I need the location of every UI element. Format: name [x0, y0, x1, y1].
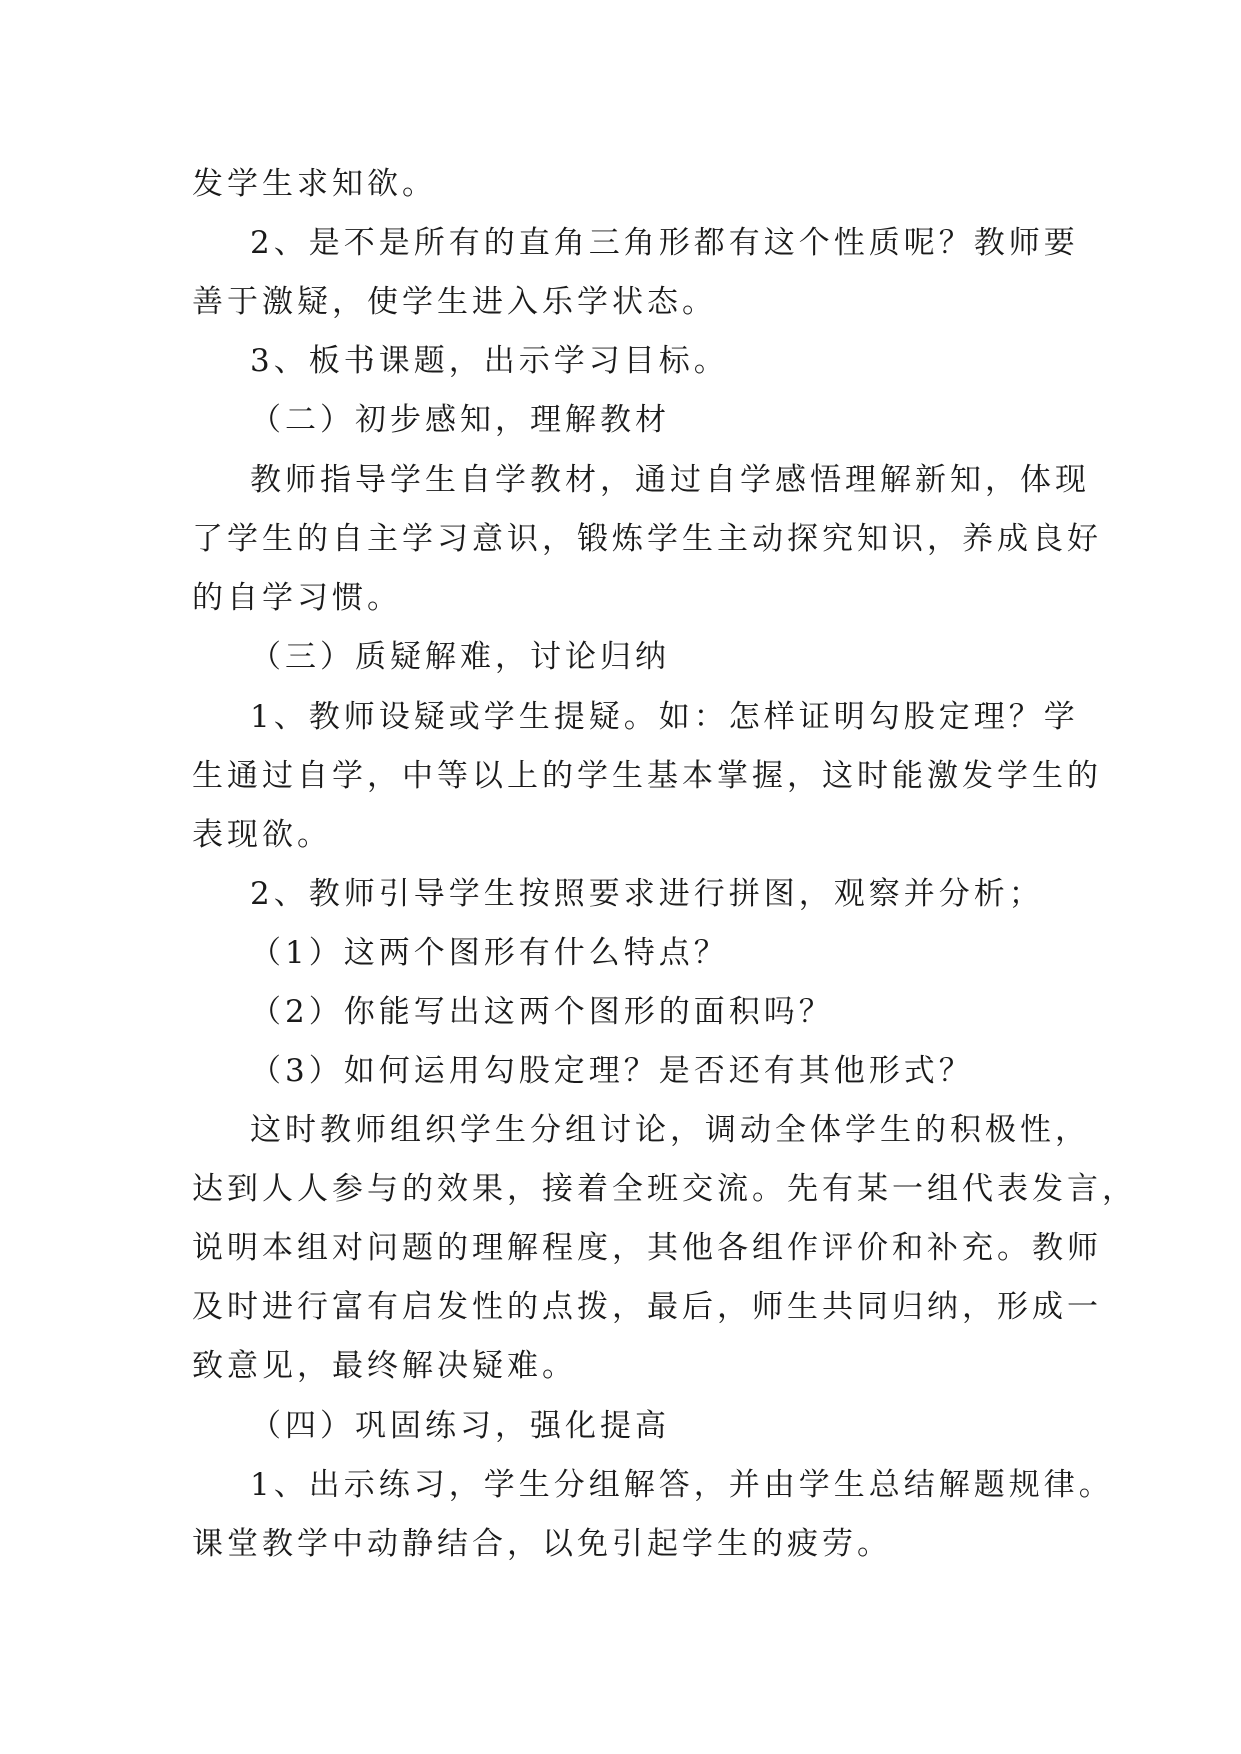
- text-line: 及时进行富有启发性的点拨，最后，师生共同归纳，形成一: [192, 1289, 1102, 1325]
- text-line: 教师指导学生自学教材，通过自学感悟理解新知，体现: [250, 462, 1090, 498]
- text-line: 达到人人参与的效果，接着全班交流。先有某一组代表发言，: [192, 1171, 1137, 1207]
- list-item: （2）你能写出这两个图形的面积吗？: [250, 994, 834, 1030]
- section-heading: （四）巩固练习，强化提高: [250, 1408, 670, 1444]
- text-line: 的自学习惯。: [192, 580, 402, 616]
- text-line: 善于激疑，使学生进入乐学状态。: [192, 284, 717, 320]
- text-line: 1、教师设疑或学生提疑。如：怎样证明勾股定理？学: [250, 699, 1079, 735]
- text-line: 了学生的自主学习意识，锻炼学生主动探究知识，养成良好: [192, 521, 1102, 557]
- text-line: 2、是不是所有的直角三角形都有这个性质呢？教师要: [250, 225, 1079, 261]
- text-line: 这时教师组织学生分组讨论，调动全体学生的积极性，: [250, 1112, 1090, 1148]
- text-line: 表现欲。: [192, 817, 332, 853]
- list-item: （3）如何运用勾股定理？是否还有其他形式？: [250, 1053, 974, 1089]
- list-item: （1）这两个图形有什么特点？: [250, 935, 729, 971]
- text-line: 2、教师引导学生按照要求进行拼图，观察并分析；: [250, 876, 1044, 912]
- text-line: 说明本组对问题的理解程度，其他各组作评价和补充。教师: [192, 1230, 1102, 1266]
- text-line: 课堂教学中动静结合，以免引起学生的疲劳。: [192, 1526, 892, 1562]
- text-line: 生通过自学，中等以上的学生基本掌握，这时能激发学生的: [192, 758, 1102, 794]
- section-heading: （三）质疑解难，讨论归纳: [250, 639, 670, 675]
- text-line: 发学生求知欲。: [192, 166, 437, 202]
- text-line: 3、板书课题，出示学习目标。: [250, 343, 729, 379]
- text-line: 致意见，最终解决疑难。: [192, 1348, 577, 1384]
- text-line: 1、出示练习，学生分组解答，并由学生总结解题规律。: [250, 1467, 1114, 1503]
- section-heading: （二）初步感知，理解教材: [250, 402, 670, 438]
